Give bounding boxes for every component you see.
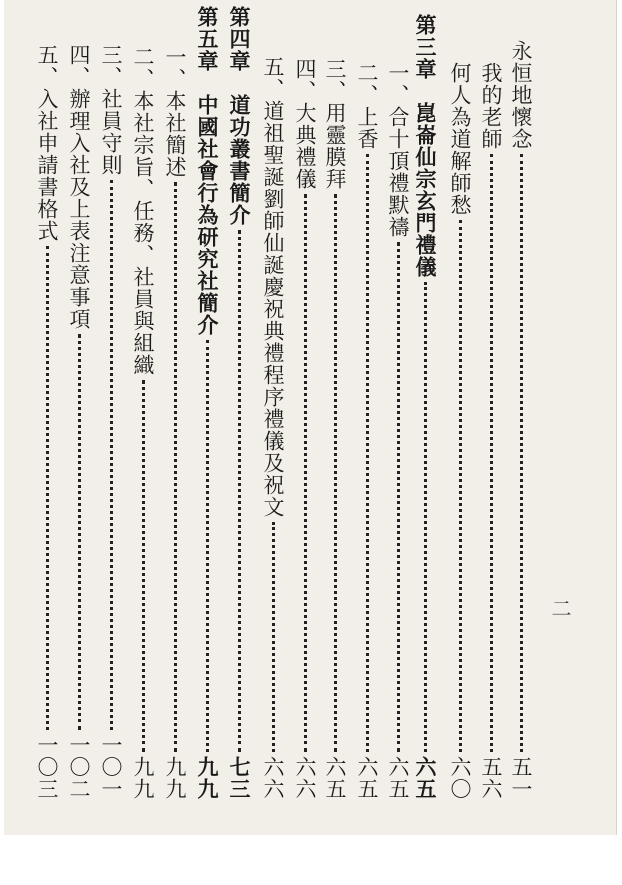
- toc-entry-page: 六五: [413, 756, 438, 800]
- toc-entry-title: 四、辦理入社及上表注意事項: [67, 44, 91, 330]
- toc-chapter: [226, 6, 252, 800]
- dot-leader: [142, 380, 145, 752]
- toc-entry: [478, 62, 504, 800]
- page-number: 二: [548, 598, 572, 618]
- dot-leader: [206, 340, 209, 752]
- toc-entry: [447, 62, 473, 800]
- toc-entry-title: 五、入社申請書格式: [35, 44, 59, 242]
- toc-entry-title: 一、本社簡述: [163, 46, 187, 178]
- toc-entry: [385, 62, 411, 800]
- toc-entry-page: 九九: [163, 756, 187, 800]
- toc-entry-title: 我的老師: [479, 62, 503, 150]
- dot-leader: [238, 230, 241, 752]
- toc-entry-page: 六六: [261, 756, 285, 800]
- toc-chapter-title: 第三章 崑崙仙宗玄門禮儀: [413, 14, 438, 278]
- paper-sheet: [4, 0, 617, 835]
- toc-entry-page: 一〇三: [35, 734, 59, 800]
- toc-entry: [292, 58, 318, 800]
- toc-entry-page: 六五: [355, 756, 379, 800]
- dot-leader: [459, 220, 462, 752]
- toc-entry: [34, 44, 60, 800]
- toc-entry-title: 三、社員守則: [99, 44, 123, 176]
- toc-entry: [130, 46, 156, 800]
- toc-entry-page: 五一: [509, 756, 533, 800]
- dot-leader: [490, 154, 493, 752]
- dot-leader: [304, 194, 307, 752]
- toc-entry-title: 五、道祖聖誕劉師仙誕慶祝典禮程序禮儀及祝文: [261, 56, 285, 518]
- toc-chapter-title: 第四章 道功叢書簡介: [227, 6, 252, 226]
- toc-entry-page: 九九: [195, 756, 220, 800]
- toc-entry-page: 六五: [323, 756, 347, 800]
- toc-entry-page: 五六: [479, 756, 503, 800]
- dot-leader: [174, 182, 177, 752]
- toc-entry: [508, 40, 534, 800]
- toc-entry: [354, 62, 380, 800]
- dot-leader: [366, 154, 369, 752]
- dot-leader: [272, 522, 275, 752]
- toc-entry-page: 六〇: [448, 756, 472, 800]
- toc-entry: [322, 58, 348, 800]
- dot-leader: [110, 180, 113, 730]
- dot-leader: [46, 246, 49, 730]
- toc-entry-page: 一〇二: [67, 734, 91, 800]
- toc-entry-title: 何人為道解師愁: [448, 62, 472, 216]
- dot-leader: [424, 282, 427, 752]
- toc-entry-title: 一、合十頂禮默禱: [386, 62, 410, 238]
- toc-entry-title: 四、大典禮儀: [293, 58, 317, 190]
- dot-leader: [78, 334, 81, 730]
- toc-entry-title: 二、上香: [355, 62, 379, 150]
- toc-chapter: [412, 14, 438, 800]
- toc-entry-title: 三、用靈膜拜: [323, 58, 347, 190]
- toc-entry-page: 九九: [131, 756, 155, 800]
- toc-entry-page: 七三: [227, 756, 252, 800]
- toc-entry-title: 永恒地懷念: [509, 40, 533, 150]
- toc-entry-page: 六六: [293, 756, 317, 800]
- toc-entry-title: 二、本社宗旨、任務、社員與組織: [131, 46, 155, 376]
- toc-entry: [162, 46, 188, 800]
- toc-chapter: [194, 6, 220, 800]
- toc-entry: [260, 56, 286, 800]
- toc-entry: [66, 44, 92, 800]
- dot-leader: [397, 242, 400, 752]
- toc-entry-page: 六五: [386, 756, 410, 800]
- dot-leader: [334, 194, 337, 752]
- toc-chapter-title: 第五章 中國社會行為研究社簡介: [195, 6, 220, 336]
- dot-leader: [520, 154, 523, 752]
- toc-entry: [98, 44, 124, 800]
- toc-entry-page: 一〇一: [99, 734, 123, 800]
